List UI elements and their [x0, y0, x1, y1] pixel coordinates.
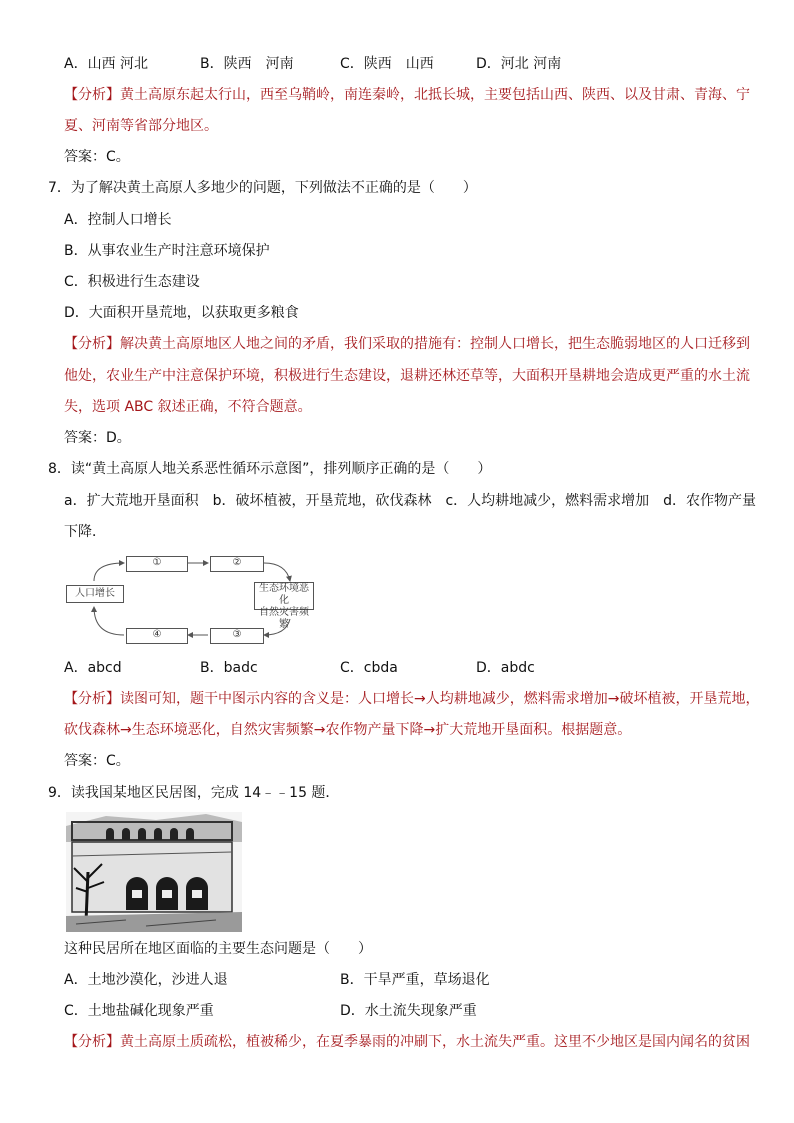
- q7-analysis-line-2: 他处，农业生产中注意保护环境，积极进行生态建设，退耕还林还草等，大面积开垦耕地会造成更严重的水土流: [64, 368, 750, 384]
- q8-stem: 8．读“黄土高原人地关系恶性循环示意图”，排列顺序正确的是（ ）: [48, 461, 492, 477]
- q8-analysis-line-1: 【分析】读图可知，题干中图示内容的含义是：人口增长→人均耕地减少，燃料需求增加→破坏植被，开垦荒地，: [64, 691, 760, 707]
- q7-option-c: C．积极进行生态建设: [64, 274, 200, 290]
- q9-option-a: A．土地沙漠化，沙进人退: [64, 972, 228, 988]
- cave-dwelling-illustration: [66, 812, 242, 932]
- q6-option-b: B．陕西 河南: [200, 56, 294, 72]
- q8-items-line-2: 下降．: [64, 524, 106, 540]
- q8-option-d: D．abdc: [476, 660, 535, 676]
- q7-option-b: B．从事农业生产时注意环境保护: [64, 243, 270, 259]
- q7-analysis-line-1: 【分析】解决黄土高原地区人地之间的矛盾，我们采取的措施有：控制人口增长，把生态脆弱地区的人口迁移到: [64, 336, 750, 352]
- q6-analysis-line-1: 【分析】黄土高原东起太行山，西至乌鞘岭，南连秦岭，北抵长城，主要包括山西、陕西、以及甘肃、青海、宁: [64, 87, 750, 103]
- q9-sub-question: 这种民居所在地区面临的主要生态问题是（ ）: [64, 941, 372, 957]
- cycle-diagram: [64, 553, 314, 647]
- analysis-tag: 【分析】: [64, 691, 120, 707]
- q8-answer: 答案：C。: [64, 753, 130, 769]
- q7-option-a: A．控制人口增长: [64, 212, 172, 228]
- diagram-box-1: ①: [126, 556, 188, 572]
- diagram-box-3: ③: [210, 628, 264, 644]
- q8-option-b: B．badc: [200, 660, 258, 676]
- q7-answer: 答案：D。: [64, 430, 131, 446]
- q9-analysis-line-1: 【分析】黄土高原土质疏松，植被稀少，在夏季暴雨的冲刷下，水土流失严重。这里不少地区是国内闻名的贫困: [64, 1034, 750, 1050]
- q9-option-b: B．干旱严重，草场退化: [340, 972, 490, 988]
- q8-option-c: C．cbda: [340, 660, 398, 676]
- q7-stem: 7．为了解决黄土高原人多地少的问题，下列做法不正确的是（ ）: [48, 180, 477, 196]
- diagram-box-4: ④: [126, 628, 188, 644]
- q8-analysis-line-2: 砍伐森林→生态环境恶化，自然灾害频繁→农作物产量下降→扩大荒地开垦面积。根据题意。: [64, 722, 632, 738]
- q8-items-line-1: a．扩大荒地开垦面积 b．破坏植被，开垦荒地，砍伐森林 c．人均耕地减少，燃料需求增加 d．农作物产量: [64, 493, 757, 509]
- analysis-tag: 【分析】: [64, 1034, 120, 1050]
- q9-option-c: C．土地盐碱化现象严重: [64, 1003, 214, 1019]
- cave-dwelling-image: [66, 812, 242, 932]
- analysis-tag: 【分析】: [64, 336, 120, 352]
- q7-analysis-line-3: 失，选项 ABC 叙述正确，不符合题意。: [64, 399, 312, 415]
- q6-option-a: A．山西 河北: [64, 56, 149, 72]
- q9-stem: 9．读我国某地区民居图，完成 14﹣﹣15 题．: [48, 785, 340, 801]
- q6-option-d: D．河北 河南: [476, 56, 562, 72]
- q9-option-d: D．水土流失现象严重: [340, 1003, 477, 1019]
- q6-analysis-line-2: 夏、河南等省部分地区。: [64, 118, 218, 134]
- q6-option-c: C．陕西 山西: [340, 56, 434, 72]
- analysis-tag: 【分析】: [64, 87, 120, 103]
- q8-option-a: A．abcd: [64, 660, 122, 676]
- diagram-left-box: 人口增长: [66, 585, 124, 603]
- diagram-box-2: ②: [210, 556, 264, 572]
- diagram-right-box: 生态环境恶化 自然灾害频繁: [254, 582, 314, 610]
- q7-option-d: D．大面积开垦荒地，以获取更多粮食: [64, 305, 299, 321]
- q6-answer: 答案：C。: [64, 149, 130, 165]
